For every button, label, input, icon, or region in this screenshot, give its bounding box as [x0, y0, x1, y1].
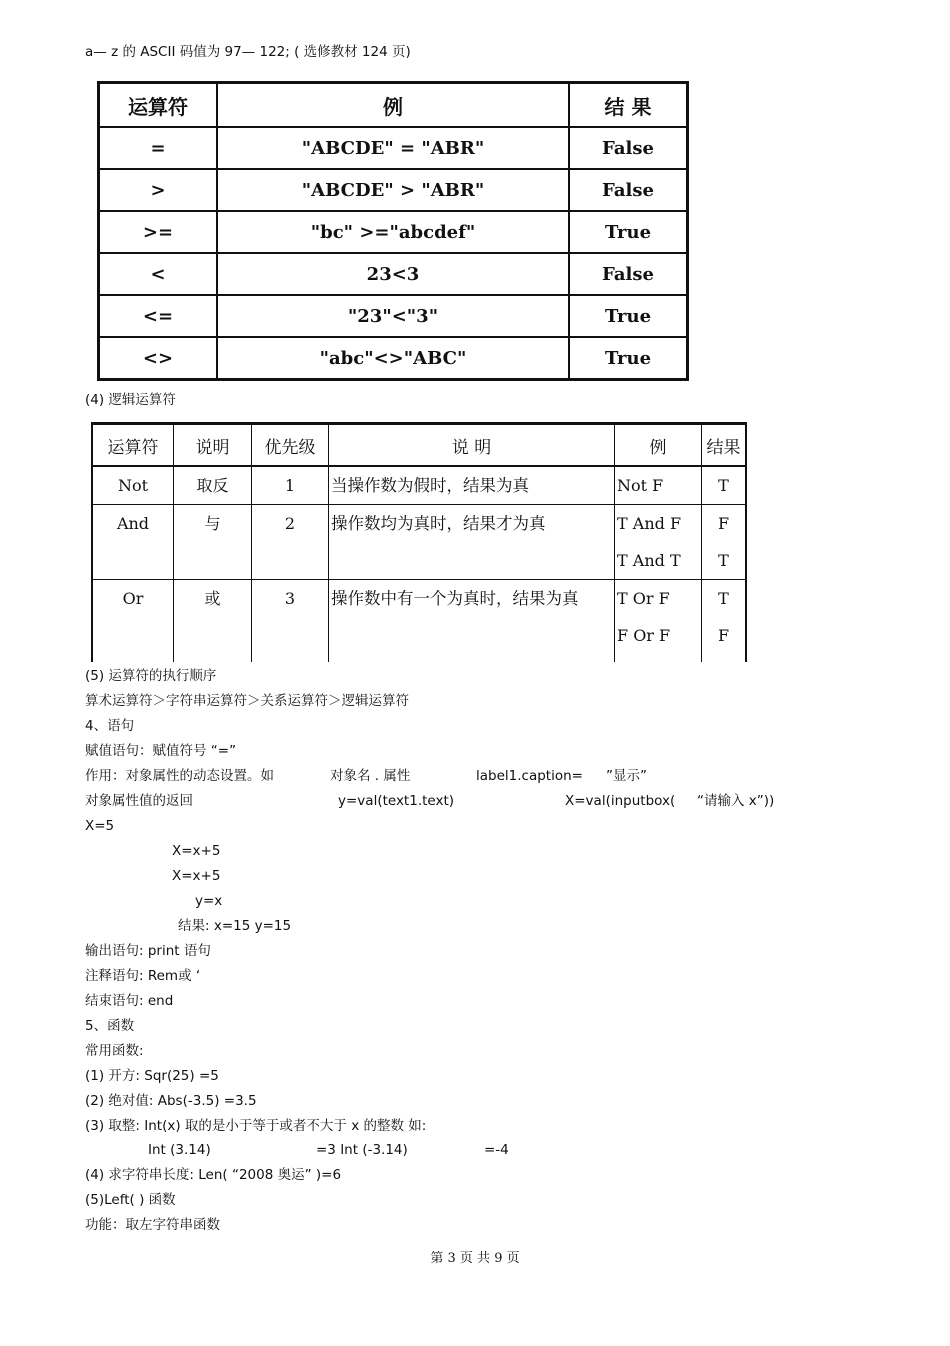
table-header-row — [93, 425, 745, 466]
text-line: 4、语句 — [85, 718, 135, 734]
table-row — [99, 253, 688, 295]
result-cell: T — [718, 589, 729, 608]
text-segment: X=val(inputbox( — [565, 793, 676, 809]
text-segment: =3 Int (-3.14) — [316, 1142, 408, 1158]
page-footer: 第 3 页 共 9 页 — [430, 1251, 520, 1266]
example-cell: F Or F — [617, 626, 671, 645]
text-line: 算术运算符＞字符串运算符＞关系运算符＞逻辑运算符 — [85, 693, 409, 709]
header-example: 例 — [615, 425, 702, 466]
text-line: 功能：取左字符串函数 — [85, 1217, 220, 1233]
operator-cell: Not — [117, 476, 149, 495]
logical-operators-table — [93, 425, 745, 662]
text-line: y=x — [195, 893, 223, 909]
text-line: (1) 开方: Sqr(25) =5 — [85, 1068, 219, 1084]
text-segment: 作用：对象属性的动态设置。如 — [85, 768, 274, 784]
header-priority: 优先级 — [252, 425, 329, 466]
text-segment: y=val(text1.text) — [338, 793, 455, 809]
result-cell: False — [569, 169, 688, 211]
text-segment: ”显示” — [606, 768, 647, 784]
priority-cell: 2 — [284, 514, 296, 533]
operator-cell: <= — [99, 295, 218, 337]
text-segment: =-4 — [484, 1142, 509, 1158]
operator-cell: <> — [99, 337, 218, 380]
table-row — [93, 505, 745, 580]
table-row — [99, 169, 688, 211]
description-cell: 操作数均为真时，结果才为真 — [331, 514, 546, 533]
logical-operators-table-wrapper — [91, 422, 747, 662]
relational-operators-table — [97, 81, 689, 381]
text-line: (4) 求字符串长度: Len( “2008 奥运” )=6 — [85, 1167, 342, 1183]
header-result: 结 果 — [569, 83, 688, 128]
text-line: X=x+5 — [172, 868, 221, 884]
meaning-cell: 取反 — [196, 476, 229, 495]
text-line: 结果: x=15 y=15 — [178, 918, 292, 934]
header-result: 结果 — [702, 425, 746, 466]
priority-cell: 3 — [284, 589, 296, 608]
example-cell: T Or F — [617, 589, 670, 608]
text-line: X=5 — [85, 818, 115, 834]
text-segment: 对象属性值的返回 — [85, 793, 193, 809]
result-cell: T — [718, 551, 729, 570]
header-example: 例 — [217, 83, 569, 128]
text-segment: 对象名 . 属性 — [330, 768, 411, 784]
text-segment: label1.caption= — [476, 768, 583, 784]
meaning-cell: 与 — [204, 514, 221, 533]
example-cell: "ABCDE" = "ABR" — [217, 127, 569, 169]
table-row — [93, 580, 745, 663]
text-line: 注释语句: Rem或 ‘ — [85, 968, 201, 984]
table-row — [93, 466, 745, 505]
text-segment: Int (3.14) — [148, 1142, 211, 1158]
example-cell: "abc"<>"ABC" — [217, 337, 569, 380]
example-cell: T And F — [617, 514, 682, 533]
result-cell: True — [569, 337, 688, 380]
text-line: 赋值语句：赋值符号 “=” — [85, 743, 237, 759]
result-cell: True — [569, 211, 688, 253]
header-operator: 运算符 — [99, 83, 218, 128]
operator-cell: Or — [122, 589, 144, 608]
header-operator: 运算符 — [93, 425, 174, 466]
table-row — [99, 337, 688, 380]
example-cell: "bc" >="abcdef" — [217, 211, 569, 253]
example-cell: T And T — [617, 551, 681, 570]
priority-cell: 1 — [284, 476, 296, 495]
example-cell: "23"<"3" — [217, 295, 569, 337]
table-row — [99, 295, 688, 337]
operator-cell: < — [99, 253, 218, 295]
text-line: 常用函数: — [85, 1043, 144, 1059]
text-line: (5)Left( ) 函数 — [85, 1192, 176, 1208]
result-cell: False — [569, 127, 688, 169]
description-cell: 操作数中有一个为真时，结果为真 — [331, 589, 579, 608]
text-line: (3) 取整: Int(x) 取的是小于等于或者不大于 x 的整数 如: — [85, 1118, 427, 1134]
header-description: 说 明 — [329, 425, 615, 466]
operator-cell: = — [99, 127, 218, 169]
result-cell: F — [717, 626, 730, 645]
section-heading-logic: (4) 逻辑运算符 — [85, 392, 176, 408]
operator-cell: And — [116, 514, 150, 533]
example-cell: "ABCDE" > "ABR" — [217, 169, 569, 211]
text-line: 输出语句: print 语句 — [85, 943, 211, 959]
table-row — [99, 127, 688, 169]
example-cell: 23<3 — [217, 253, 569, 295]
text-line: 5、函数 — [85, 1018, 135, 1034]
result-cell: F — [717, 514, 730, 533]
meaning-cell: 或 — [204, 589, 221, 608]
result-cell: False — [569, 253, 688, 295]
result-cell: True — [569, 295, 688, 337]
intro-line: a— z 的 ASCII 码值为 97— 122; ( 选修教材 124 页) — [85, 44, 411, 60]
table-header-row — [99, 83, 688, 128]
text-segment: “请输入 x”)) — [697, 793, 775, 809]
header-meaning: 说明 — [174, 425, 252, 466]
description-cell: 当操作数为假时，结果为真 — [331, 476, 529, 495]
result-cell: T — [718, 476, 729, 495]
operator-cell: >= — [99, 211, 218, 253]
text-line: X=x+5 — [172, 843, 221, 859]
operator-cell: > — [99, 169, 218, 211]
example-cell: Not F — [617, 476, 664, 495]
table-row — [99, 211, 688, 253]
text-line: (2) 绝对值: Abs(-3.5) =3.5 — [85, 1093, 257, 1109]
text-line: (5) 运算符的执行顺序 — [85, 668, 217, 684]
text-line: 结束语句: end — [85, 993, 174, 1009]
